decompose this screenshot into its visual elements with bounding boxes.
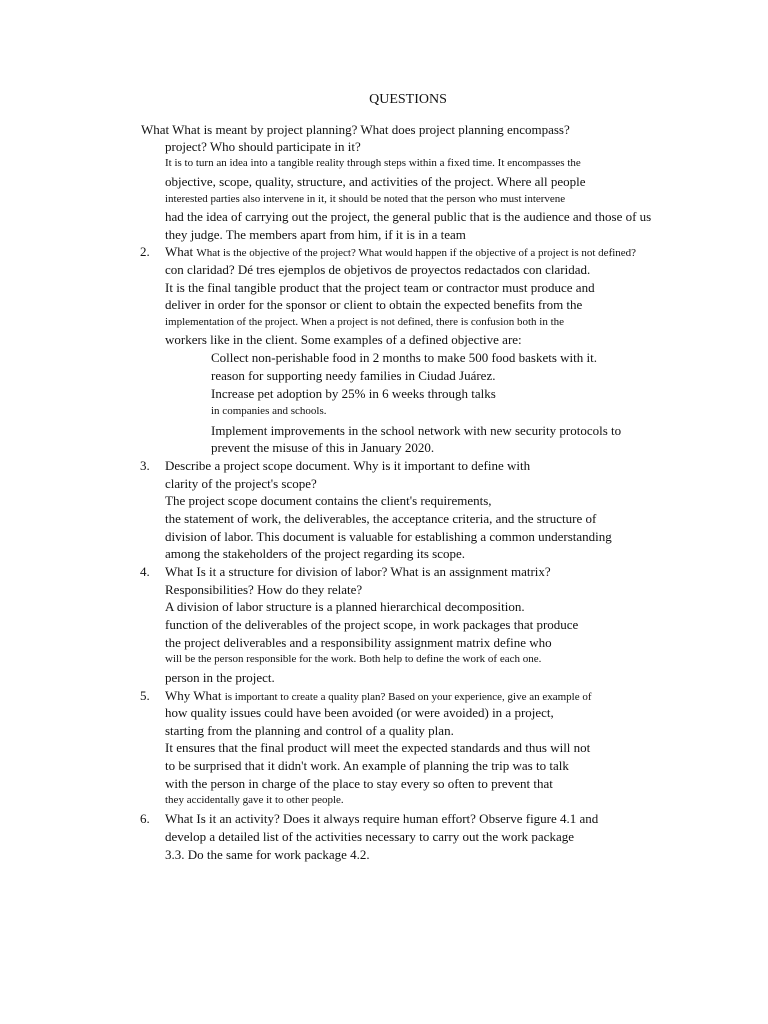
q3-answer-line-1: The project scope document contains the client's requirements, [165,493,492,508]
q5-question-text: is important to create a quality plan? Based on your experience, give an example of [224,691,592,703]
q5-answer-line-4: they accidentally gave it to other people. [165,794,344,806]
q5-answer-line-3: with the person in charge of the place to stay every so often to prevent that [165,776,553,791]
q2-answer-line-2: deliver in order for the sponsor or client to obtain the expected benefits from the [165,297,583,312]
q1-answer-line-4: had the idea of carrying out the project, the general public that is the audience and those of us [165,209,652,224]
q3-answer-line-3: division of labor. This document is valuable for establishing a common understanding [165,529,612,544]
q2-bullet-3-line-2: prevent the misuse of this in January 2020. [211,440,435,455]
q4-answer-line-4: will be the person responsible for the work. Both help to define the work of each one. [165,653,542,665]
q2-answer-line-4: workers like in the client. Some examples of a defined objective are: [165,332,522,347]
q2-bullet-1-line-1: Collect non-perishable food in 2 months to make 500 food baskets with it. [211,350,597,365]
q5-answer-line-2: to be surprised that it didn't work. An example of planning the trip was to talk [165,758,569,773]
q2-question-prefix: What [165,244,197,259]
q4-answer-line-3: the project deliverables and a responsibility assignment matrix define who [165,635,552,650]
q1-answer-line-2: objective, scope, quality, structure, and activities of the project. Where all people [165,174,586,189]
q3-number: 3. [140,458,150,473]
q3-answer-line-4: among the stakeholders of the project regarding its scope. [165,546,465,561]
q4-question-line-1: What Is it a structure for division of labor? What is an assignment matrix? [165,564,551,579]
q1-answer-line-1: It is to turn an idea into a tangible reality through steps within a fixed time. It encompasses the [165,157,581,169]
q2-number: 2. [140,244,150,259]
q6-number: 6. [140,811,150,826]
q2-bullet-1-line-2: reason for supporting needy families in Ciudad Juárez. [211,368,496,383]
q4-answer-line-5: person in the project. [165,670,275,685]
q2-question-line-1 [165,243,636,262]
q2-question-line-2: con claridad? Dé tres ejemplos de objetivos de proyectos redactados con claridad. [165,262,591,277]
q2-answer-line-3: implementation of the project. When a project is not defined, there is confusion both in the [165,316,565,328]
q3-question-line-1: Describe a project scope document. Why is it important to define with [165,458,531,473]
q6-question-line-2: develop a detailed list of the activities necessary to carry out the work package [165,829,574,844]
q3-question-line-2: clarity of the project's scope? [165,476,317,491]
q2-answer-line-1: It is the final tangible product that the project team or contractor must produce and [165,280,595,295]
q5-question-line-3: starting from the planning and control of a quality plan. [165,723,454,738]
q4-answer-line-2: function of the deliverables of the project scope, in work packages that produce [165,617,579,632]
q1-answer-line-3: interested parties also intervene in it, it should be noted that the person who must intervene [165,193,566,205]
q3-answer-line-2: the statement of work, the deliverables, the acceptance criteria, and the structure of [165,511,597,526]
q4-question-line-2: Responsibilities? How do they relate? [165,582,363,597]
q5-answer-line-1: It ensures that the final product will meet the expected standards and thus will not [165,740,591,755]
page-title: QUESTIONS [369,92,447,107]
q2-bullet-3-line-1: Implement improvements in the school network with new security protocols to [211,423,622,438]
q5-question-line-2: how quality issues could have been avoided (or were avoided) in a project, [165,705,554,720]
q2-bullet-2-line-2: in companies and schools. [211,405,327,417]
q2-bullet-2-line-1: Increase pet adoption by 25% in 6 weeks through talks [211,386,496,401]
q1-question-line-1: What What is meant by project planning? What does project planning encompass? [141,122,570,137]
q5-number: 5. [140,688,150,703]
q2-question-text: What is the objective of the project? What would happen if the objective of a project is not defined? [196,247,637,259]
q6-question-line-3: 3.3. Do the same for work package 4.2. [165,847,370,862]
q1-answer-line-5: they judge. The members apart from him, if it is in a team [165,227,466,242]
q6-question-line-1: What Is it an activity? Does it always require human effort? Observe figure 4.1 and [165,811,599,826]
q5-question-prefix: Why What [165,688,225,703]
q4-answer-line-1: A division of labor structure is a planned hierarchical decomposition. [165,599,525,614]
q1-question-line-2: project? Who should participate in it? [165,139,361,154]
q4-number: 4. [140,564,150,579]
